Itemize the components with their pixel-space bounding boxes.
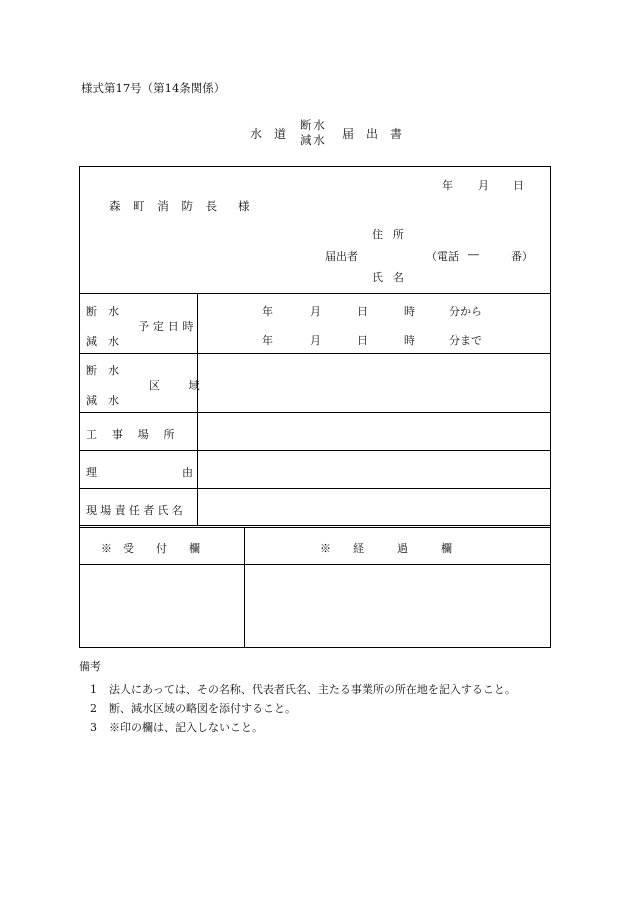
phone-label: （電話 [426, 250, 459, 263]
title-right: 届出書 [342, 127, 415, 141]
receipt-header: ※ 受 付 欄 [101, 542, 200, 555]
name-label: 氏名 [372, 271, 414, 284]
divider [80, 353, 550, 354]
progress-field[interactable] [246, 566, 550, 648]
from-year: 年 [262, 305, 273, 318]
form-table [79, 166, 551, 648]
honorific: 様 [238, 199, 250, 213]
schedule-label: 予定日時 [138, 320, 198, 333]
divider [80, 412, 550, 413]
receipt-field[interactable] [81, 566, 243, 648]
to-minute: 分まで [449, 334, 482, 347]
reason-right: 由 [182, 466, 193, 479]
divider [80, 564, 550, 565]
remark-item [90, 719, 263, 735]
addressee: 森町消防長 [109, 199, 230, 213]
remark-text: ※印の欄は、記入しないこと。 [109, 721, 263, 734]
reporter-label: 届出者 [325, 250, 358, 263]
remark-number: 1 [90, 683, 97, 696]
date-month: 月 [478, 179, 489, 192]
to-hour: 時 [404, 334, 415, 347]
remark-text: 法人にあっては、その名称、代表者氏名、主たる事業所の所在地を記入すること。 [109, 683, 516, 696]
phone-ban: 番） [511, 250, 533, 263]
title-stack [300, 118, 326, 148]
address-label: 住所 [372, 228, 414, 241]
schedule-dansui: 断 水 [86, 305, 119, 318]
divider-double [80, 525, 550, 528]
progress-header: ※ 経 過 欄 [320, 542, 452, 555]
remark-text: 断、減水区域の略図を添付すること。 [109, 702, 296, 715]
title-stack-top: 断水 [300, 118, 327, 132]
remarks-heading: 備考 [79, 660, 101, 673]
remark-number: 3 [90, 721, 97, 734]
remark-item [90, 681, 516, 697]
to-day: 日 [357, 334, 368, 347]
remark-item [90, 700, 296, 716]
from-minute: 分から [449, 305, 482, 318]
to-year: 年 [262, 334, 273, 347]
divider [80, 450, 550, 451]
document-title [0, 117, 630, 149]
divider [80, 293, 550, 294]
column-divider [244, 528, 245, 648]
area-label: 区域 [149, 379, 229, 392]
from-month: 月 [310, 305, 321, 318]
area-gensui: 減 水 [86, 394, 119, 407]
to-month: 月 [310, 334, 321, 347]
title-stack-bottom: 減水 [300, 133, 327, 147]
date-year: 年 [442, 179, 453, 192]
manager-label: 現場責任者氏名 [86, 504, 187, 517]
area-dansui: 断 水 [86, 364, 119, 377]
remark-number: 2 [90, 702, 97, 715]
divider [80, 488, 550, 489]
schedule-gensui: 減 水 [86, 335, 119, 348]
form-number: 様式第17号（第14条関係） [81, 81, 226, 95]
from-day: 日 [357, 305, 368, 318]
title-left: 水道 [250, 127, 299, 141]
phone-dash: ― [468, 248, 479, 261]
date-day: 日 [513, 179, 524, 192]
from-hour: 時 [404, 305, 415, 318]
reason-left: 理 [86, 466, 97, 479]
site-label: 工事場所 [86, 428, 190, 441]
